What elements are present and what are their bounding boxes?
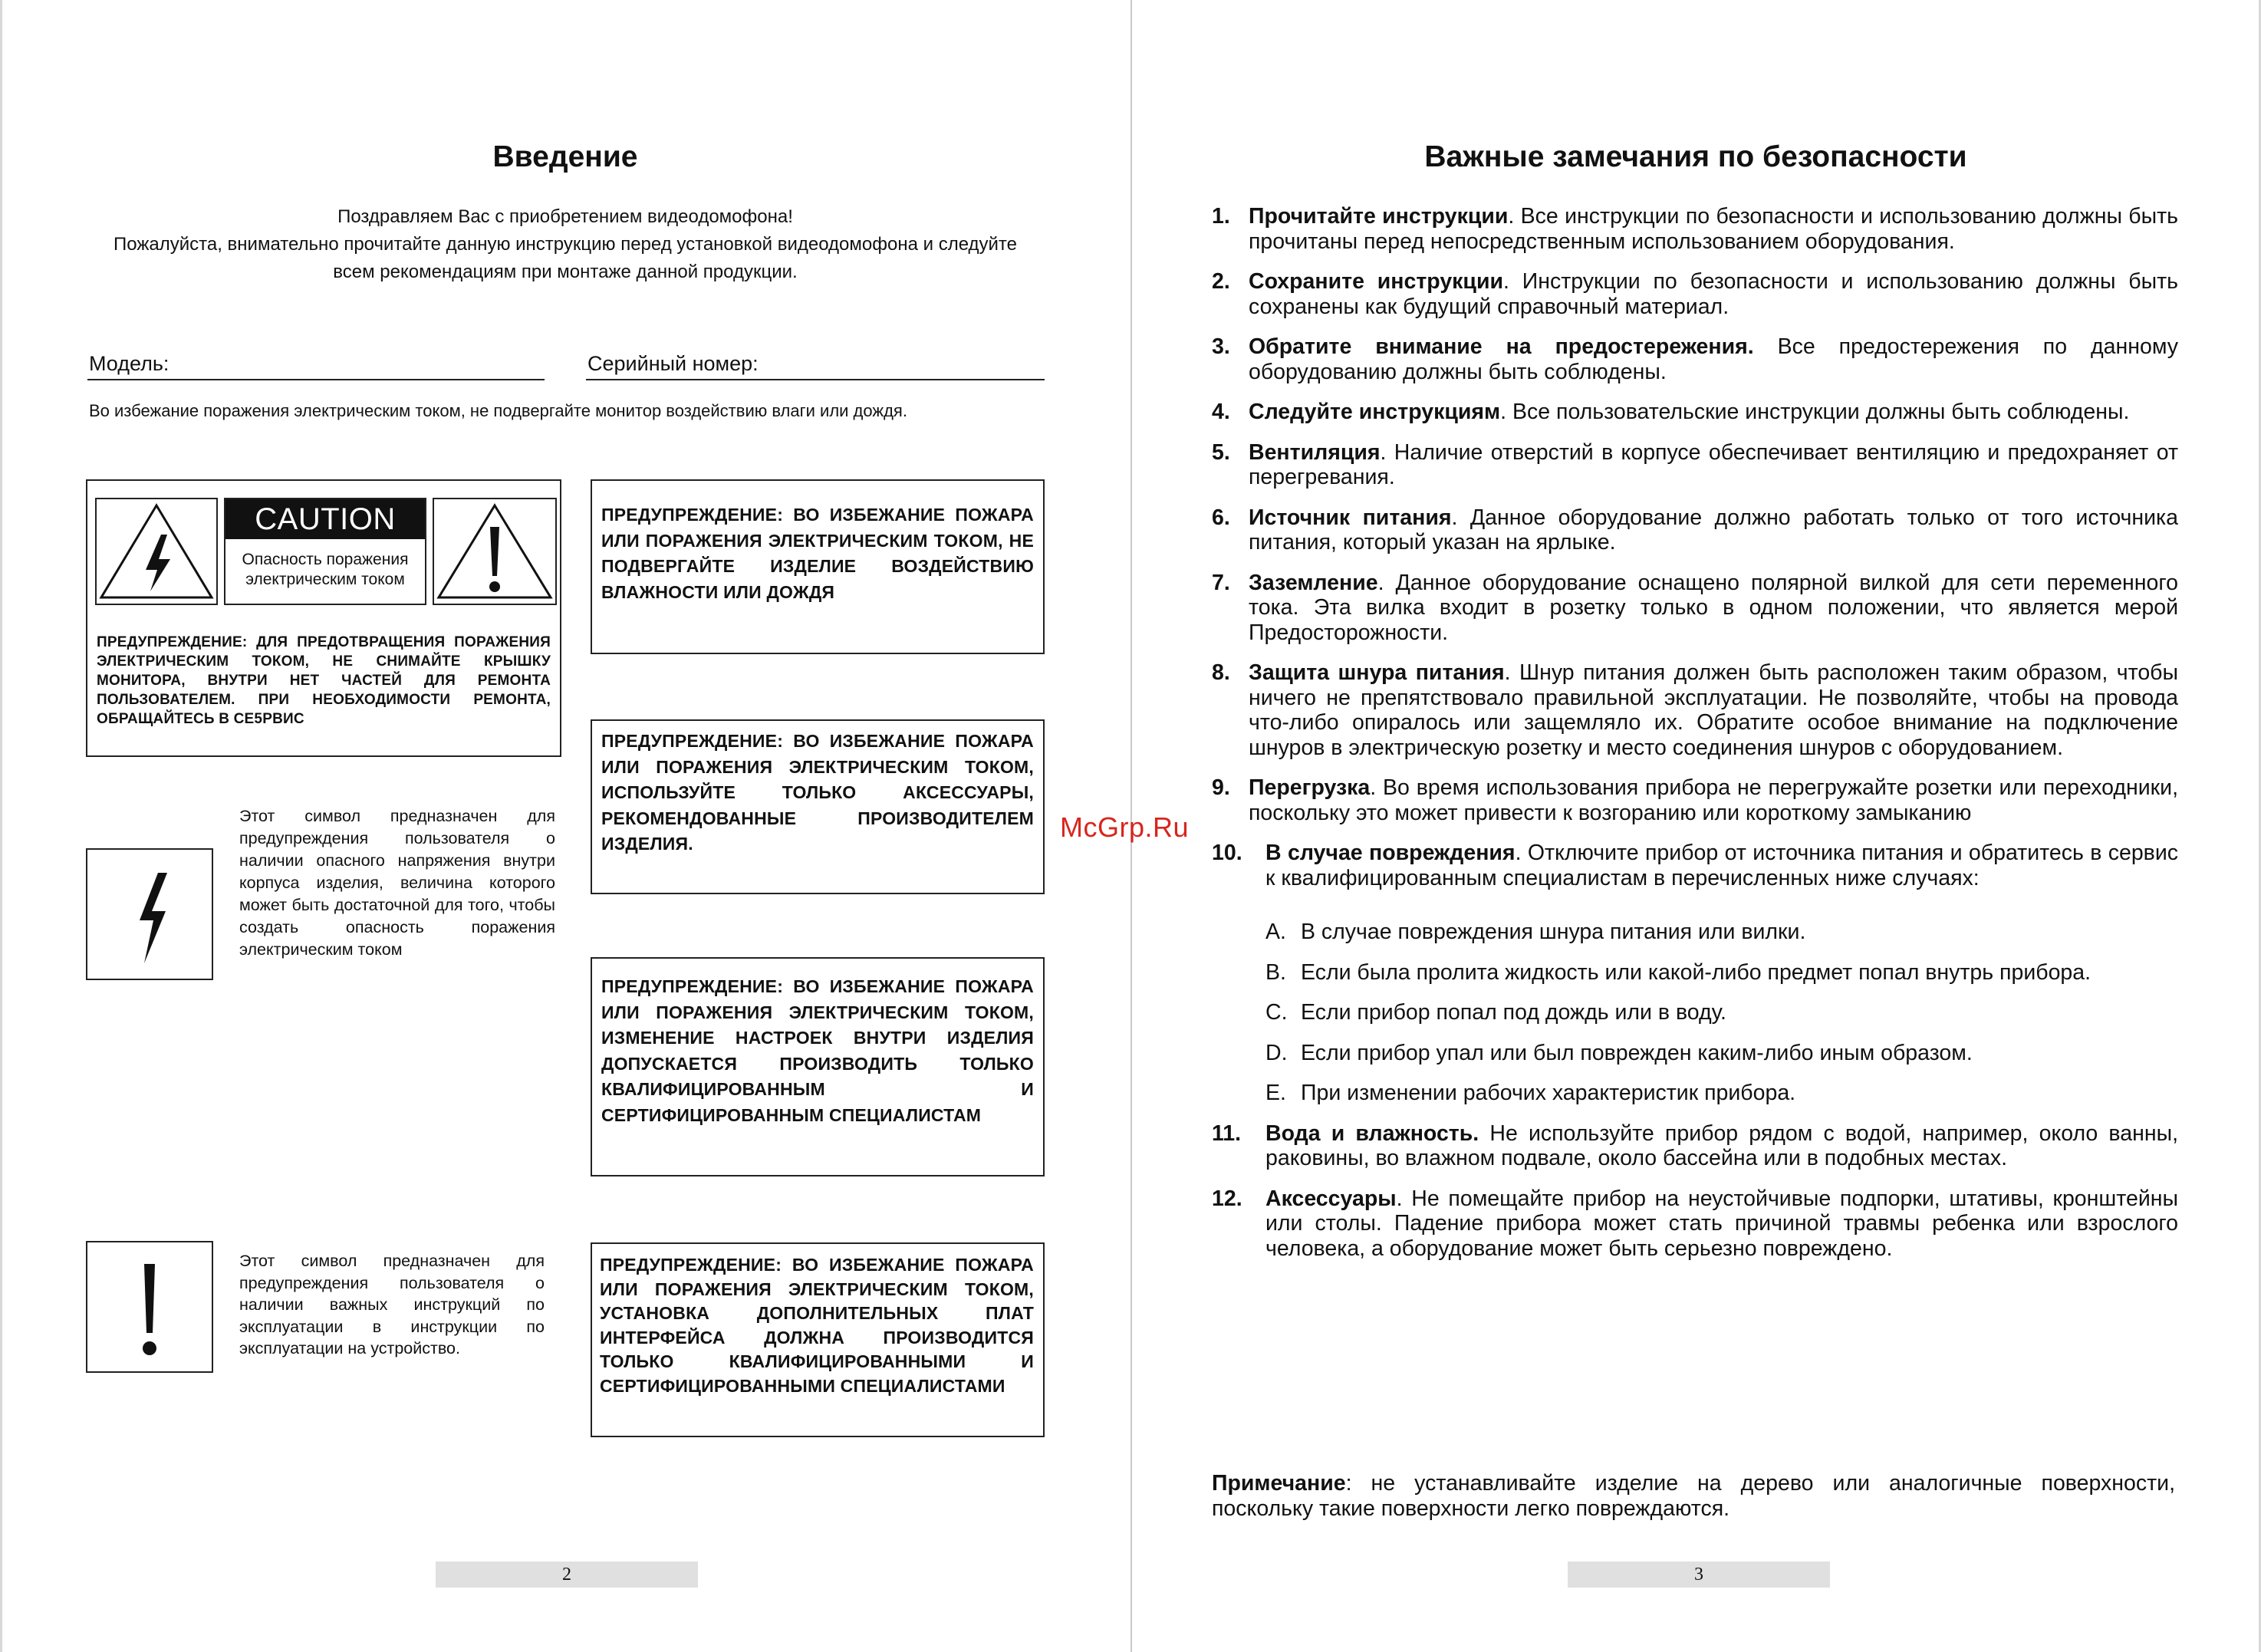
damage-case [1212,1081,2178,1106]
model-label: Модель: [89,352,169,375]
item-heading: Перегрузка [1249,775,1371,800]
warning-box [591,719,1045,894]
exclamation-icon [86,1241,213,1373]
page-number-right: 3 [1568,1562,1830,1588]
warning-text: ПРЕДУПРЕЖДЕНИЕ: ВО ИЗБЕЖАНИЕ ПОЖАРА ИЛИ ПОРАЖЕНИЯ ЭЛЕКТРИЧЕСКИМ ТОКОМ, ИСПОЛЬЗУЙТЕ ТОЛЬКО АКСЕССУАРЫ, РЕКОМЕНДОВАННЫЕ ПРОИЗВОДИТЕЛЕМ ИЗДЕЛИЯ. [601,731,1034,854]
safety-item [1212,505,2178,555]
serial-number-label: Серийный номер: [587,352,759,375]
intro-text [31,203,1100,286]
case-letter: E. [1265,1081,1286,1105]
item-text: . Наличие отверстий в корпусе обеспечивает вентиляцию и предохраняет от перегревания. [1249,439,2178,489]
page-number-left: 2 [436,1562,698,1588]
caution-heading: CAUTION [225,499,425,539]
item-heading: Заземление [1249,570,1378,595]
intro-line: Пожалуйста, внимательно прочитайте данную инструкцию перед установкой видеодомофона и следуйте [114,234,1017,255]
item-text: Все предостережения по данному оборудованию должны быть соблюдены. [1249,334,2178,384]
item-text: . Все инструкции по безопасности и использованию должны быть прочитаны перед непосредственным использованием оборудования. [1249,204,2178,254]
safety-item [1212,334,2178,384]
item-number: 6. [1212,505,1230,530]
case-text: При изменении рабочих характеристик прибора. [1301,1081,1796,1105]
warning-text: ПРЕДУПРЕЖДЕНИЕ: ВО ИЗБЕЖАНИЕ ПОЖАРА ИЛИ ПОРАЖЕНИЯ ЭЛЕКТРИЧЕСКИМ ТОКОМ, НЕ ПОДВЕРГАЙТЕ ИЗДЕЛИЕ ВОЗДЕЙСТВИЮ ВЛАЖНОСТИ ИЛИ ДОЖДЯ [601,505,1034,602]
item-heading: Следуйте инструкциям [1249,400,1501,424]
case-letter: A. [1265,920,1286,944]
item-heading: Вентиляция [1249,439,1381,465]
item-text: . Не помещайте прибор на неустойчивые подпорки, штативы, кронштейны или столы. Падение прибора может стать причиной травмы ребенка или взрослого человека, а оборудование может быть серьезно повреждено. [1265,1186,2178,1261]
safety-item [1212,660,2178,760]
safety-item [1212,841,2178,890]
warning-box [591,957,1045,1176]
damage-case [1212,960,2178,986]
safety-item [1212,204,2178,254]
damage-case [1212,1041,2178,1066]
item-number: 8. [1212,660,1230,685]
item-heading: Прочитайте инструкции [1249,204,1509,229]
lightning-bolt-icon [86,848,213,980]
exclamation-triangle-icon [433,498,557,605]
item-heading: Сохраните инструкции [1249,269,1503,294]
item-heading: Защита шнура питания [1249,660,1505,685]
item-text: . Данное оборудование оснащено полярной вилкой для сети переменного тока. Эта вилка входит в розетку только в одном положении, что является мерой Предосторожности. [1249,570,2178,645]
safety-item [1212,775,2178,825]
item-text: Не используйте прибор рядом с водой, например, около ванны, раковины, во влажном подвале, около бассейна или в подобных местах. [1265,1121,2178,1170]
item-number: 12. [1212,1186,1242,1211]
warning-text: ПРЕДУПРЕЖДЕНИЕ: ВО ИЗБЕЖАНИЕ ПОЖАРА ИЛИ ПОРАЖЕНИЯ ЭЛЕКТРИЧЕСКИМ ТОКОМ, ИЗМЕНЕНИЕ НАСТРОЕК ВНУТРИ ИЗДЕЛИЯ ДОПУСКАЕТСЯ ПРОИЗВОДИТЬ ТОЛЬКО КВАЛИФИЦИРОВАННЫМ И СЕРТИФИЦИРОВАННЫМ СПЕЦИАЛИСТАМ [601,976,1034,1125]
safety-item [1212,400,2178,425]
note-text: : не устанавливайте изделие на дерево или аналогичные поверхности, поскольку такие поверхности легко повреждаются. [1212,1471,2175,1521]
item-number: 9. [1212,775,1230,800]
note [1212,1471,2175,1521]
warning-box [591,1242,1045,1437]
caution-warning-text: ПРЕДУПРЕЖДЕНИЕ: ДЛЯ ПРЕДОТВРАЩЕНИЯ ПОРАЖЕНИЯ ЭЛЕКТРИЧЕСКИМ ТОКОМ, НЕ СНИМАЙТЕ КРЫШКУ МОНИТОРА, ВНУТРИ НЕТ ЧАСТЕЙ ДЛЯ РЕМОНТА ПОЛЬЗОВАТЕЛЕМ. ПРИ НЕОБХОДИМОСТИ РЕМОНТА, ОБРАЩАЙТЕСЬ В СЕ5РВИС [97,634,551,727]
item-heading: Обратите внимание на предостережения. [1249,334,1754,359]
damage-case [1212,920,2178,945]
exclamation-symbol-description: Этот символ предназначен для предупреждения пользователя о наличии важных инструкций по эксплуатации в инструкции по эксплуатации на устройство. [239,1252,545,1357]
item-number: 2. [1212,269,1230,294]
item-text: . Отключите прибор от источника питания и обратитесь в сервис к квалифицированным специалистам в перечисленных ниже случаях: [1265,841,2178,890]
case-text: Если была пролита жидкость или какой-либо предмет попал внутрь прибора. [1301,959,2092,985]
damage-case [1212,1000,2178,1025]
warning-text: ПРЕДУПРЕЖДЕНИЕ: ВО ИЗБЕЖАНИЕ ПОЖАРА ИЛИ ПОРАЖЕНИЯ ЭЛЕКТРИЧЕСКИМ ТОКОМ, УСТАНОВКА ДОПОЛНИТЕЛЬНЫХ ПЛАТ ИНТЕРФЕЙСА ДОЛЖНА ПРОИЗВОДИТСЯ ТОЛЬКО КВАЛИФИЦИРОВАННЫМИ И СЕРТИФИЦИРОВАННЫМИ СПЕЦИАЛИСТАМИ [600,1255,1034,1396]
intro-line: всем рекомендациям при монтаже данной продукции. [333,262,798,282]
item-heading: Вода и влажность. [1265,1121,1479,1146]
page-title-introduction: Введение [492,140,638,173]
item-number: 4. [1212,400,1230,424]
safety-item [1212,1186,2178,1262]
safety-list [1212,204,2178,1276]
case-text: Если прибор упал или был поврежден каким-либо иным образом. [1301,1040,1973,1065]
item-text: . Инструкции по безопасности и использованию должны быть сохранены как будущий справочный материал. [1249,269,2178,319]
page-edge-left [0,0,2,1652]
case-text: В случае повреждения шнура питания или вилки. [1301,920,1806,944]
item-number: 1. [1212,204,1230,229]
caution-subtext: Опасность поражения электрическим током [242,551,409,588]
safety-item [1212,440,2178,490]
case-letter: B. [1265,959,1286,985]
lightning-triangle-icon [95,498,218,605]
item-number: 5. [1212,439,1230,465]
caution-block [86,479,561,757]
item-heading: Источник питания [1249,505,1452,530]
item-number: 10. [1212,841,1242,865]
item-heading: В случае повреждения [1265,841,1516,865]
watermark: McGrp.Ru [1060,811,1190,843]
safety-item [1212,571,2178,646]
model-field-line [87,379,545,380]
moisture-note: Во избежание поражения электрическим током, не подвергайте монитор воздействию влаги или дождя. [89,401,907,420]
page-title-safety: Важные замечания по безопасности [1424,140,1967,173]
safety-item [1212,269,2178,319]
item-text: . Шнур питания должен быть расположен таким образом, чтобы ничего не препятствовало правильной эксплуатации. Не позволяйте, чтобы на провода что-либо опиралось или защемляло их. Обратите особое внимание на подключение шнуров в электрическую розетку и место соединения шнуров с оборудованием. [1249,660,2178,760]
safety-item [1212,1121,2178,1171]
item-text: . Данное оборудование должно работать только от того источника питания, который указан на ярлыке. [1249,505,2178,555]
note-label: Примечание [1212,1471,1346,1496]
case-letter: C. [1265,1000,1288,1025]
item-text: . Все пользовательские инструкции должны быть соблюдены. [1500,400,2130,424]
lightning-symbol-description: Этот символ предназначен для предупреждения пользователя о наличии опасного напряжения внутри корпуса изделия, величина которого может быть достаточной для того, чтобы создать опасность поражения электрическим током [239,807,555,959]
case-text: Если прибор попал под дождь или в воду. [1301,1000,1726,1025]
case-letter: D. [1265,1040,1288,1065]
item-number: 11. [1212,1121,1242,1146]
warning-box [591,479,1045,654]
caution-plate [224,498,426,605]
item-number: 7. [1212,570,1230,595]
serial-number-field-line [586,379,1045,380]
intro-line: Поздравляем Вас с приобретением видеодомофона! [337,206,793,227]
item-text: . Во время использования прибора не перегружайте розетки или переходники, поскольку это может привести к возгоранию или короткому замыканию [1249,775,2178,825]
item-heading: Аксессуары [1265,1186,1397,1211]
item-number: 3. [1212,334,1230,359]
